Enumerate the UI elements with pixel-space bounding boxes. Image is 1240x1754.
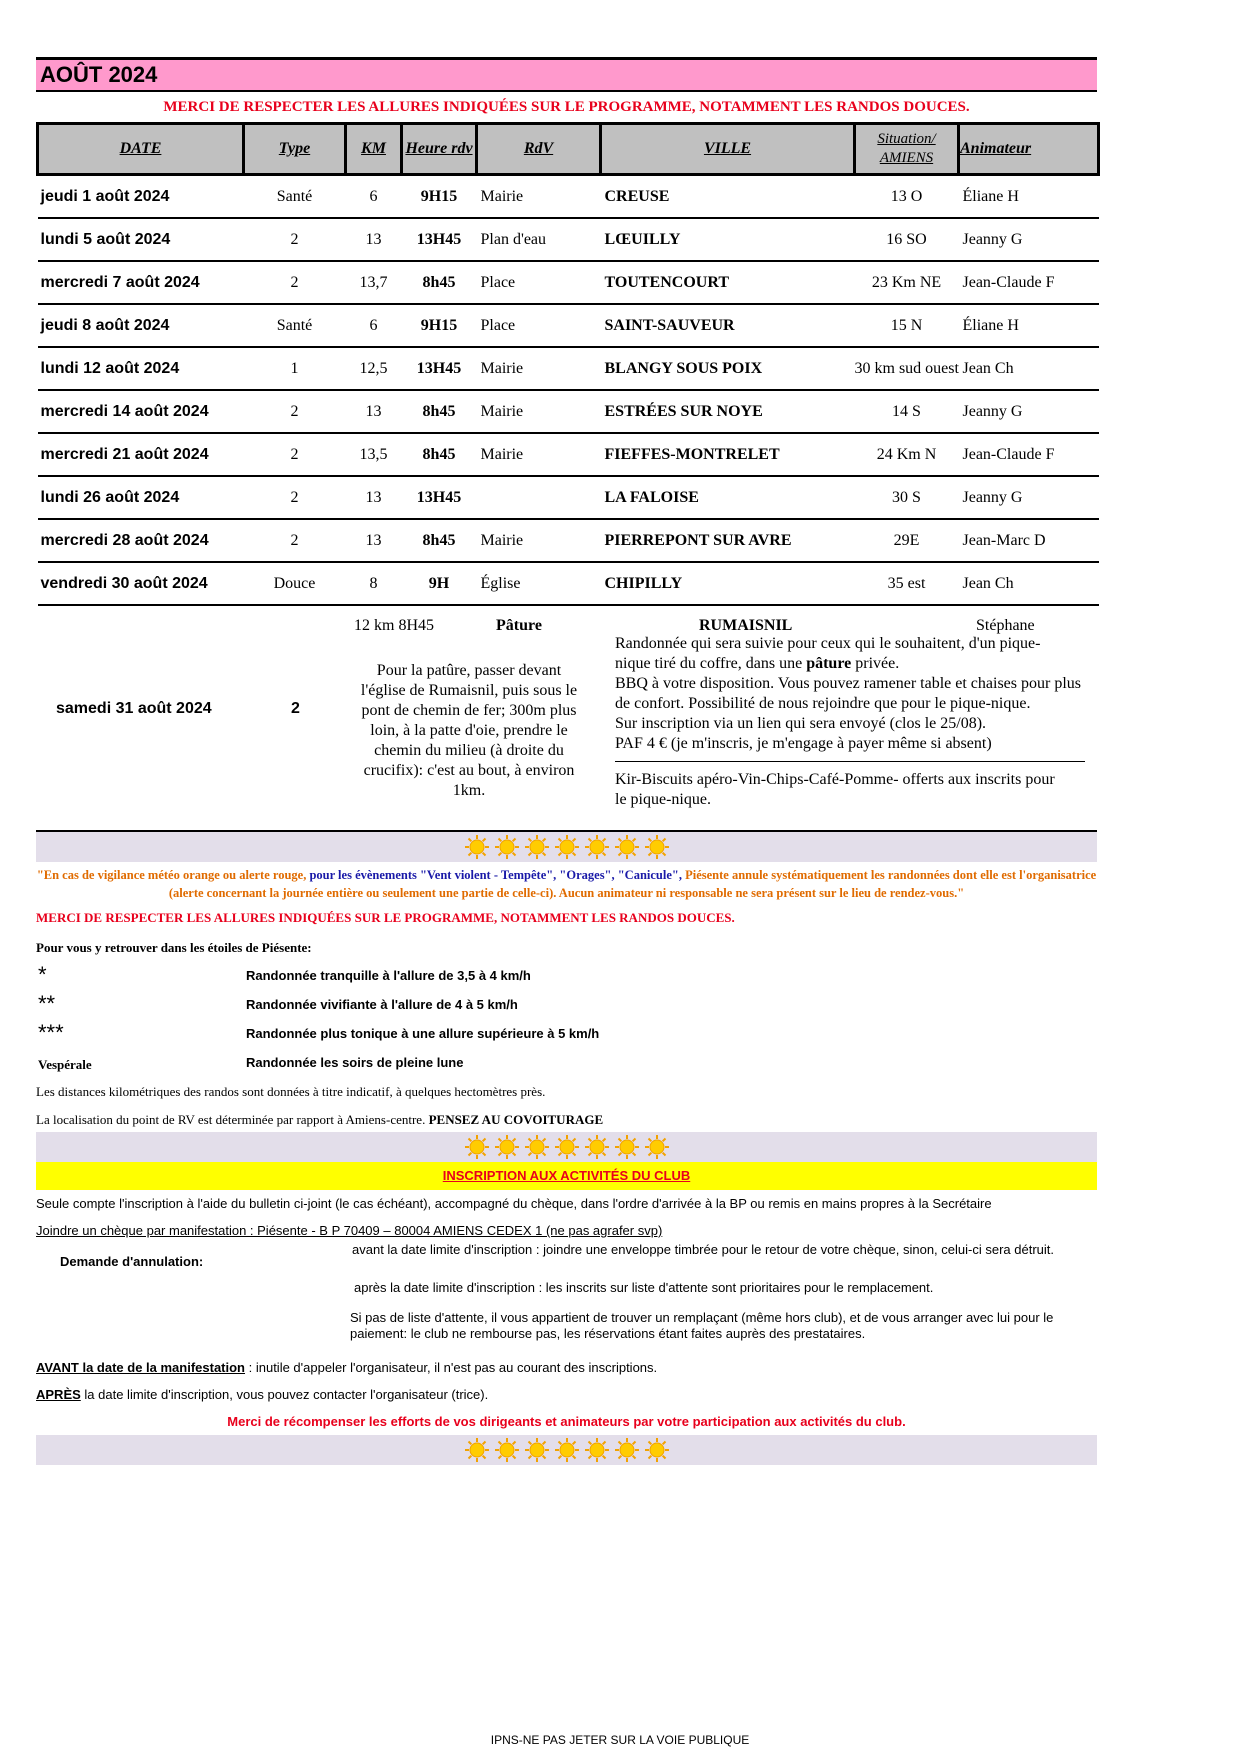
stars-symbol: Vespérale: [38, 1057, 92, 1072]
cell-animateur: Jeanny G: [959, 218, 1099, 261]
cell-heure: 13H45: [402, 347, 477, 390]
cell-rdv: Mairie: [477, 347, 601, 390]
cell-animateur: Jean-Marc D: [959, 519, 1099, 562]
cell-ville: ESTRÉES SUR NOYE: [601, 390, 855, 433]
header-date: DATE: [38, 124, 244, 175]
stars-legend-item: [36, 1018, 1097, 1047]
program-table: [36, 122, 1100, 606]
table-header: [38, 124, 1099, 175]
cell-date: jeudi 8 août 2024: [38, 304, 244, 347]
last-directions: Pour la patûre, passer devant l'église de Rumaisnil, puis sous le pont de chemin de fer; 300m plus loin, à la patte d'oie, prendre le chemin du milieu (à droite du crucifix): c'est au bout, à environ 1km.: [360, 662, 578, 799]
sun-icon: [524, 1134, 550, 1160]
cell-ville: LA FALOISE: [601, 476, 855, 519]
cell-heure: 9H15: [402, 304, 477, 347]
table-row: [38, 218, 1099, 261]
header-ville: VILLE: [601, 124, 855, 175]
table-row: [38, 390, 1099, 433]
avant-label: AVANT la date de la manifestation: [36, 1360, 246, 1375]
table-row: [38, 347, 1099, 390]
cell-rdv: Plan d'eau: [477, 218, 601, 261]
cell-ville: CHIPILLY: [601, 562, 855, 605]
cell-date: jeudi 1 août 2024: [38, 175, 244, 219]
cell-rdv: Mairie: [477, 433, 601, 476]
cheque-address: Joindre un chèque par manifestation : Piésente - B P 70409 – 80004 AMIENS CEDEX 1 (ne pas agrafer svp): [36, 1223, 663, 1238]
stars-symbol: *: [38, 962, 47, 987]
cell-heure: 9H: [402, 562, 477, 605]
cell-type: Santé: [244, 175, 346, 219]
cell-situation: 30 km sud ouest: [855, 347, 959, 390]
cell-date: lundi 12 août 2024: [38, 347, 244, 390]
cell-date: lundi 26 août 2024: [38, 476, 244, 519]
cell-km: 13: [346, 519, 402, 562]
cell-animateur: Jeanny G: [959, 390, 1099, 433]
vigilance-part3: Piésente annule systématiquement les randonnées dont elle est l'organisatrice (alerte concernant la journée entière ou seulement une partie de celle-ci). Aucun animateur ni responsable ne sera présent sur le lieu de rendez-vous.": [168, 868, 1097, 900]
table-row: [38, 562, 1099, 605]
cell-date: vendredi 30 août 2024: [38, 562, 244, 605]
sun-icon: [494, 1437, 520, 1463]
cell-situation: 15 N: [855, 304, 959, 347]
last-description: [615, 635, 1085, 762]
location-note-text: La localisation du point de RV est déterminée par rapport à Amiens-centre.: [36, 1112, 429, 1127]
cell-type: 2: [244, 433, 346, 476]
table-row: [38, 433, 1099, 476]
month-title: AOÛT 2024: [36, 57, 1097, 92]
cell-date: mercredi 28 août 2024: [38, 519, 244, 562]
desc-line2a: nique tiré du coffre, dans une: [615, 655, 807, 672]
annulation-label: Demande d'annulation:: [60, 1254, 204, 1269]
cell-ville: TOUTENCOURT: [601, 261, 855, 304]
cell-type: 1: [244, 347, 346, 390]
desc-line3: BBQ à votre disposition. Vous pouvez ramener table et chaises pour plus de confort. Possibilité de nous rejoindre que pour le pique-nique.: [615, 675, 1081, 712]
sun-icon: [584, 834, 610, 860]
cell-km: 13: [346, 218, 402, 261]
table-row: [38, 476, 1099, 519]
last-ville: RUMAISNIL: [699, 617, 793, 634]
stars-legend-item: [36, 1047, 1097, 1076]
apres-label: APRÈS: [36, 1387, 81, 1402]
stars-intro: Pour vous y retrouver dans les étoiles de Piésente:: [36, 940, 312, 955]
cell-rdv: Mairie: [477, 175, 601, 219]
cell-km: 13: [346, 476, 402, 519]
cell-heure: 13H45: [402, 476, 477, 519]
last-date: samedi 31 août 2024: [56, 700, 212, 717]
sun-divider: [36, 1435, 1097, 1465]
sun-icon: [614, 834, 640, 860]
cell-animateur: Jeanny G: [959, 476, 1099, 519]
cell-heure: 8h45: [402, 433, 477, 476]
cell-ville: SAINT-SAUVEUR: [601, 304, 855, 347]
header-animateur: Animateur: [959, 124, 1099, 175]
last-animateur: Stéphane: [976, 617, 1035, 634]
stars-symbol: **: [38, 991, 56, 1016]
cell-situation: 30 S: [855, 476, 959, 519]
sun-icon: [614, 1437, 640, 1463]
stars-legend-item: [36, 960, 1097, 989]
header-rdv: RdV: [477, 124, 601, 175]
stars-description: Randonnée tranquille à l'allure de 3,5 à 4 km/h: [246, 968, 531, 983]
cell-type: 2: [244, 218, 346, 261]
cell-situation: 13 O: [855, 175, 959, 219]
cell-date: mercredi 7 août 2024: [38, 261, 244, 304]
cell-rdv: Place: [477, 261, 601, 304]
sun-icon: [464, 834, 490, 860]
cell-date: mercredi 21 août 2024: [38, 433, 244, 476]
stars-symbol: ***: [38, 1020, 64, 1045]
sun-icon: [464, 1134, 490, 1160]
annulation-after: après la date limite d'inscription : les inscrits sur liste d'attente sont prioritaires pour le remplacement.: [354, 1280, 934, 1295]
cell-heure: 13H45: [402, 218, 477, 261]
cell-ville: LŒUILLY: [601, 218, 855, 261]
header-situation-line2: AMIENS: [879, 150, 934, 166]
annulation-replacement: Si pas de liste d'attente, il vous appartient de trouver un remplaçant (même hors club), et de vous arranger avec lui pour le paiement: le club ne rembourse pas, les réservations étant faites auprès des prestataires.: [350, 1310, 1054, 1341]
cell-type: 2: [244, 476, 346, 519]
cell-animateur: Éliane H: [959, 175, 1099, 219]
sun-icon: [584, 1437, 610, 1463]
last-offer: Kir-Biscuits apéro-Vin-Chips-Café-Pomme- offerts aux inscrits pour le pique-nique.: [615, 771, 1055, 808]
sun-icon: [554, 1134, 580, 1160]
pace-warning: MERCI DE RESPECTER LES ALLURES INDIQUÉES SUR LE PROGRAMME, NOTAMMENT LES RANDOS DOUCES.: [163, 99, 970, 115]
header-km: KM: [346, 124, 402, 175]
cell-rdv: Place: [477, 304, 601, 347]
table-row: [38, 261, 1099, 304]
cell-type: 2: [244, 261, 346, 304]
cell-situation: 29E: [855, 519, 959, 562]
stars-description: Randonnée les soirs de pleine lune: [246, 1055, 464, 1070]
sun-icon: [614, 1134, 640, 1160]
stars-legend-item: [36, 989, 1097, 1018]
sun-divider: [36, 1132, 1097, 1162]
cell-heure: 9H15: [402, 175, 477, 219]
cell-rdv: [477, 476, 601, 519]
sun-icon: [494, 1134, 520, 1160]
table-row: [38, 175, 1099, 219]
stars-description: Randonnée vivifiante à l'allure de 4 à 5 km/h: [246, 997, 518, 1012]
desc-line4: Sur inscription via un lien qui sera envoyé (clos le 25/08).: [615, 715, 987, 732]
cell-rdv: Église: [477, 562, 601, 605]
cell-heure: 8h45: [402, 390, 477, 433]
sun-icon: [644, 834, 670, 860]
cell-ville: BLANGY SOUS POIX: [601, 347, 855, 390]
cell-situation: 14 S: [855, 390, 959, 433]
sun-icon: [494, 834, 520, 860]
cell-situation: 24 Km N: [855, 433, 959, 476]
cell-rdv: Mairie: [477, 519, 601, 562]
header-situation: [855, 124, 959, 175]
cell-km: 13,7: [346, 261, 402, 304]
sun-icon: [584, 1134, 610, 1160]
annulation-block: [36, 1242, 1097, 1350]
sun-icon: [464, 1437, 490, 1463]
last-rdv: Pâture: [496, 617, 542, 634]
cell-situation: 16 SO: [855, 218, 959, 261]
stars-legend: [36, 960, 1097, 1076]
cell-animateur: Éliane H: [959, 304, 1099, 347]
program-page: [36, 57, 1097, 1465]
cell-km: 6: [346, 175, 402, 219]
apres-text: la date limite d'inscription, vous pouvez contacter l'organisateur (trice).: [80, 1387, 489, 1402]
cell-km: 6: [346, 304, 402, 347]
footer-ipns: IPNS-NE PAS JETER SUR LA VOIE PUBLIQUE: [490, 1733, 750, 1747]
cell-ville: FIEFFES-MONTRELET: [601, 433, 855, 476]
cell-type: 2: [244, 390, 346, 433]
cell-animateur: Jean Ch: [959, 562, 1099, 605]
sun-icon: [524, 834, 550, 860]
header-type: Type: [244, 124, 346, 175]
sun-icon: [644, 1437, 670, 1463]
cell-rdv: Mairie: [477, 390, 601, 433]
desc-line2c: privée.: [851, 655, 900, 672]
cell-ville: CREUSE: [601, 175, 855, 219]
last-type: 2: [291, 700, 300, 717]
cell-date: lundi 5 août 2024: [38, 218, 244, 261]
sun-icon: [554, 834, 580, 860]
vigilance-part1: "En cas de vigilance météo orange ou alerte rouge,: [36, 868, 310, 882]
table-row: [38, 304, 1099, 347]
cell-type: Douce: [244, 562, 346, 605]
cell-type: Santé: [244, 304, 346, 347]
cell-type: 2: [244, 519, 346, 562]
desc-line5: PAF 4 € (je m'inscris, je m'engage à payer même si absent): [615, 735, 992, 752]
table-row-last: [36, 606, 1097, 832]
sun-icon: [524, 1437, 550, 1463]
avant-note: [36, 1360, 1097, 1375]
cell-km: 13,5: [346, 433, 402, 476]
header-heure: Heure rdv: [402, 124, 477, 175]
stars-description: Randonnée plus tonique à une allure supérieure à 5 km/h: [246, 1026, 600, 1041]
cell-ville: PIERREPONT SUR AVRE: [601, 519, 855, 562]
pace-warning-2: MERCI DE RESPECTER LES ALLURES INDIQUÉES SUR LE PROGRAMME, NOTAMMENT LES RANDOS DOUCES.: [36, 910, 735, 925]
cell-km: 12,5: [346, 347, 402, 390]
cell-heure: 8h45: [402, 261, 477, 304]
inscription-rule: Seule compte l'inscription à l'aide du bulletin ci-joint (le cas échéant), accompagné du chèque, dans l'ordre d'arrivée à la BP ou remis en mains propres à la Secrétaire: [36, 1196, 992, 1211]
last-km-heure: 12 km 8H45: [354, 617, 434, 634]
cell-situation: 23 Km NE: [855, 261, 959, 304]
apres-note: [36, 1387, 1097, 1402]
sun-divider: [36, 832, 1097, 862]
vigilance-notice: [36, 866, 1097, 902]
cell-date: mercredi 14 août 2024: [38, 390, 244, 433]
cell-heure: 8h45: [402, 519, 477, 562]
desc-line1: Randonnée qui sera suivie pour ceux qui le souhaitent, d'un pique-: [615, 635, 1041, 652]
cell-animateur: Jean Ch: [959, 347, 1099, 390]
header-situation-line1: Situation/: [877, 131, 936, 147]
annulation-before: avant la date limite d'inscription : joindre une enveloppe timbrée pour le retour de votre chèque, sinon, celui-ci sera détruit.: [352, 1242, 1054, 1257]
covoiturage-text: PENSEZ AU COVOITURAGE: [428, 1112, 604, 1127]
distance-note: Les distances kilométriques des randos sont données à titre indicatif, à quelques hectomètres près.: [36, 1084, 546, 1099]
cell-km: 13: [346, 390, 402, 433]
avant-text: : inutile d'appeler l'organisateur, il n'est pas au courant des inscriptions.: [245, 1360, 658, 1375]
cell-animateur: Jean-Claude F: [959, 261, 1099, 304]
thanks-note: Merci de récompenser les efforts de vos dirigeants et animateurs par votre participation aux activités du club.: [227, 1414, 906, 1429]
cell-km: 8: [346, 562, 402, 605]
sun-icon: [554, 1437, 580, 1463]
desc-line2b: pâture: [806, 655, 852, 672]
cell-animateur: Jean-Claude F: [959, 433, 1099, 476]
cell-situation: 35 est: [855, 562, 959, 605]
inscription-title: INSCRIPTION AUX ACTIVITÉS DU CLUB: [36, 1162, 1097, 1190]
vigilance-part2: pour les évènements "Vent violent - Tempête", "Orages", "Canicule",: [309, 868, 686, 882]
location-note: [36, 1112, 1097, 1128]
sun-icon: [644, 1134, 670, 1160]
table-row: [38, 519, 1099, 562]
